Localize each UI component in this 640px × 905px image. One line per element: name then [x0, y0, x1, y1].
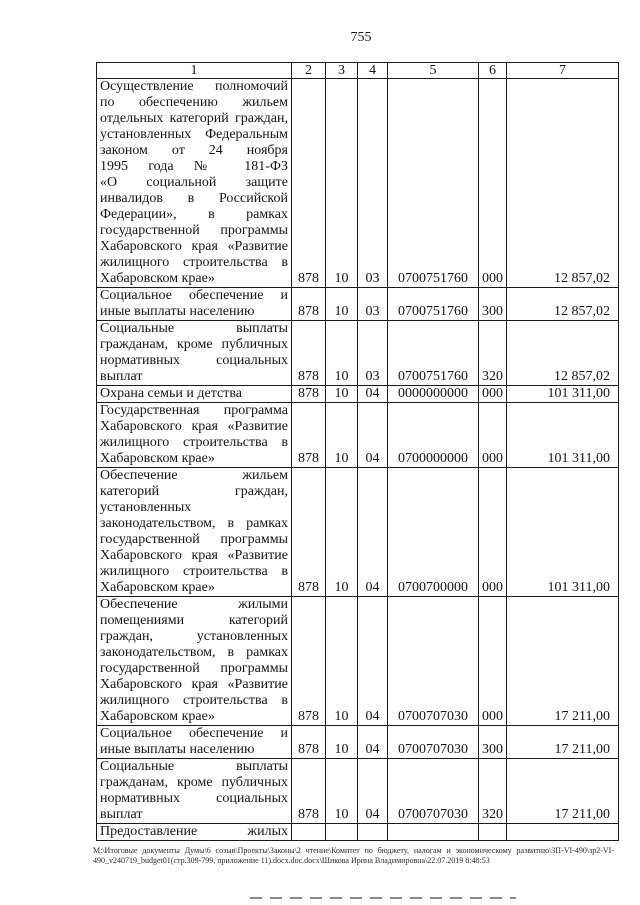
- cell-subsection: 03: [358, 321, 388, 386]
- item-name-line: по обеспечению жильем: [100, 95, 288, 110]
- cell-expense-type: [479, 824, 507, 841]
- item-name-line: иные выплаты населению: [100, 304, 255, 319]
- item-name-line: Хабаровском крае»: [100, 271, 215, 286]
- budget-table: [96, 62, 619, 841]
- item-name-line: государственной программы: [100, 223, 288, 238]
- table-row: [97, 468, 619, 597]
- cell-target-article: [388, 824, 479, 841]
- cell-item-name: [97, 321, 292, 386]
- scan-artifact: [250, 897, 516, 899]
- cell-ministry-code: 878: [292, 288, 326, 321]
- item-name-line: Федерации», в рамках: [100, 207, 288, 222]
- cell-section: 10: [326, 386, 358, 403]
- cell-target-article: 0700751760: [388, 321, 479, 386]
- cell-amount: 101 311,00: [507, 386, 619, 403]
- item-name-line: жилищного строительства в: [100, 435, 288, 450]
- cell-ministry-code: 878: [292, 403, 326, 468]
- cell-target-article: 0700751760: [388, 288, 479, 321]
- item-name-line: законом от 24 ноября: [100, 143, 288, 158]
- item-name-line: категорий граждан,: [100, 484, 288, 499]
- cell-item-name: [97, 824, 292, 841]
- table-row: [97, 321, 619, 386]
- item-name-line: установленных Федеральным: [100, 127, 288, 142]
- item-name-line: нормативных социальных: [100, 353, 288, 368]
- item-name-line: граждан, установленных: [100, 629, 288, 644]
- cell-section: [326, 824, 358, 841]
- item-name-line: Хабаровского края «Развитие: [100, 419, 288, 434]
- header-col-4: 4: [358, 63, 388, 79]
- item-name-line: выплат: [100, 807, 143, 822]
- item-name-line: Социальное обеспечение и: [100, 288, 288, 303]
- cell-target-article: 0000000000: [388, 386, 479, 403]
- cell-ministry-code: 878: [292, 79, 326, 288]
- item-name-line: гражданам, кроме публичных: [100, 337, 288, 352]
- item-name-line: государственной программы: [100, 532, 288, 547]
- cell-amount: 17 211,00: [507, 726, 619, 759]
- item-name-line: гражданам, кроме публичных: [100, 775, 288, 790]
- header-col-7: 7: [507, 63, 619, 79]
- item-name-line: Хабаровском крае»: [100, 451, 215, 466]
- cell-amount: 12 857,02: [507, 79, 619, 288]
- item-name-line: Государственная программа: [100, 403, 288, 418]
- table-row: [97, 403, 619, 468]
- item-name-line: Хабаровского края «Развитие: [100, 677, 288, 692]
- table-body: [97, 79, 619, 841]
- cell-section: 10: [326, 288, 358, 321]
- item-name-line: законодательством, в рамках: [100, 645, 288, 660]
- cell-subsection: 04: [358, 468, 388, 597]
- item-name-line: выплат: [100, 369, 143, 384]
- table-row: [97, 288, 619, 321]
- cell-section: 10: [326, 597, 358, 726]
- item-name-line: Предоставление жилых: [100, 824, 288, 839]
- cell-ministry-code: 878: [292, 321, 326, 386]
- cell-item-name: [97, 79, 292, 288]
- table-row: [97, 824, 619, 841]
- cell-ministry-code: [292, 824, 326, 841]
- item-name-line: Хабаровского края «Развитие: [100, 548, 288, 563]
- item-name-line: иные выплаты населению: [100, 742, 255, 757]
- item-name-line: Обеспечение жильем: [100, 468, 288, 483]
- cell-amount: [507, 824, 619, 841]
- cell-amount: 12 857,02: [507, 321, 619, 386]
- header-col-5: 5: [388, 63, 479, 79]
- cell-target-article: 0700700000: [388, 468, 479, 597]
- cell-item-name: [97, 759, 292, 824]
- item-name-line: Хабаровском крае»: [100, 709, 215, 724]
- item-name-line: Осуществление полномочий: [100, 79, 288, 94]
- cell-item-name: [97, 726, 292, 759]
- cell-subsection: 04: [358, 726, 388, 759]
- cell-section: 10: [326, 321, 358, 386]
- cell-section: 10: [326, 79, 358, 288]
- item-name-line: нормативных социальных: [100, 791, 288, 806]
- cell-target-article: 0700000000: [388, 403, 479, 468]
- cell-item-name: [97, 386, 292, 403]
- cell-section: 10: [326, 468, 358, 597]
- cell-section: 10: [326, 403, 358, 468]
- cell-amount: 17 211,00: [507, 759, 619, 824]
- page-number: 755: [350, 30, 372, 45]
- item-name-line: «О социальной защите: [100, 175, 288, 190]
- item-name-line: Хабаровском крае»: [100, 580, 215, 595]
- cell-section: 10: [326, 759, 358, 824]
- cell-subsection: 04: [358, 759, 388, 824]
- cell-expense-type: 000: [479, 79, 507, 288]
- cell-target-article: 0700707030: [388, 597, 479, 726]
- cell-subsection: 04: [358, 386, 388, 403]
- cell-subsection: 04: [358, 403, 388, 468]
- cell-amount: 101 311,00: [507, 468, 619, 597]
- cell-expense-type: 000: [479, 468, 507, 597]
- cell-subsection: 04: [358, 597, 388, 726]
- header-col-1: 1: [97, 63, 292, 79]
- item-name-line: отдельных категорий граждан,: [100, 111, 288, 126]
- cell-subsection: 03: [358, 79, 388, 288]
- table-row: [97, 386, 619, 403]
- cell-amount: 101 311,00: [507, 403, 619, 468]
- cell-ministry-code: 878: [292, 597, 326, 726]
- item-name-line: установленных: [100, 500, 192, 515]
- table-row: [97, 726, 619, 759]
- cell-item-name: [97, 468, 292, 597]
- cell-ministry-code: 878: [292, 468, 326, 597]
- table-row: [97, 759, 619, 824]
- cell-expense-type: 000: [479, 386, 507, 403]
- cell-target-article: 0700751760: [388, 79, 479, 288]
- cell-amount: 12 857,02: [507, 288, 619, 321]
- file-path-footer: [93, 846, 614, 866]
- cell-expense-type: 000: [479, 403, 507, 468]
- cell-target-article: 0700707030: [388, 759, 479, 824]
- item-name-line: Хабаровского края «Развитие: [100, 239, 288, 254]
- item-name-line: государственной программы: [100, 661, 288, 676]
- header-col-2: 2: [292, 63, 326, 79]
- cell-expense-type: 300: [479, 288, 507, 321]
- item-name-line: Социальное обеспечение и: [100, 726, 288, 741]
- cell-item-name: [97, 288, 292, 321]
- cell-amount: 17 211,00: [507, 597, 619, 726]
- cell-ministry-code: 878: [292, 386, 326, 403]
- item-name-line: жилищного строительства в: [100, 693, 288, 708]
- table-row: [97, 597, 619, 726]
- table-row: [97, 79, 619, 288]
- item-name-line: инвалидов в Российской: [100, 191, 288, 206]
- cell-ministry-code: 878: [292, 759, 326, 824]
- cell-section: 10: [326, 726, 358, 759]
- cell-item-name: [97, 597, 292, 726]
- item-name-line: Социальные выплаты: [100, 321, 288, 336]
- cell-expense-type: 000: [479, 597, 507, 726]
- cell-expense-type: 300: [479, 726, 507, 759]
- header-col-3: 3: [326, 63, 358, 79]
- item-name-line: Обеспечение жилыми: [100, 597, 288, 612]
- cell-ministry-code: 878: [292, 726, 326, 759]
- item-name-line: законодательством, в рамках: [100, 516, 288, 531]
- item-name-line: Социальные выплаты: [100, 759, 288, 774]
- item-name-line: 1995 года № 181-ФЗ: [100, 159, 288, 174]
- footer-line-2: 490_v240719_budget01(стр.309-799, приложение 11).docx.doc.docx\Шикова Ирина Владимировна\22.07.2019 8:48:53: [93, 856, 490, 865]
- item-name-line: помещениями категорий: [100, 613, 288, 628]
- item-name-line: жилищного строительства в: [100, 564, 288, 579]
- table-header-row: [97, 63, 619, 79]
- footer-line-1: M:\Итоговые документы Думы\6 созыв\Проекты\Законы\2 чтение\Комитет по бюджету, налогам и экономическому развитию\ЗП-VI-490\зр2-VI-: [93, 846, 614, 855]
- cell-item-name: [97, 403, 292, 468]
- cell-expense-type: 320: [479, 759, 507, 824]
- item-name-line: Охрана семьи и детства: [100, 386, 242, 401]
- header-col-6: 6: [479, 63, 507, 79]
- cell-target-article: 0700707030: [388, 726, 479, 759]
- cell-subsection: [358, 824, 388, 841]
- item-name-line: жилищного строительства в: [100, 255, 288, 270]
- cell-subsection: 03: [358, 288, 388, 321]
- cell-expense-type: 320: [479, 321, 507, 386]
